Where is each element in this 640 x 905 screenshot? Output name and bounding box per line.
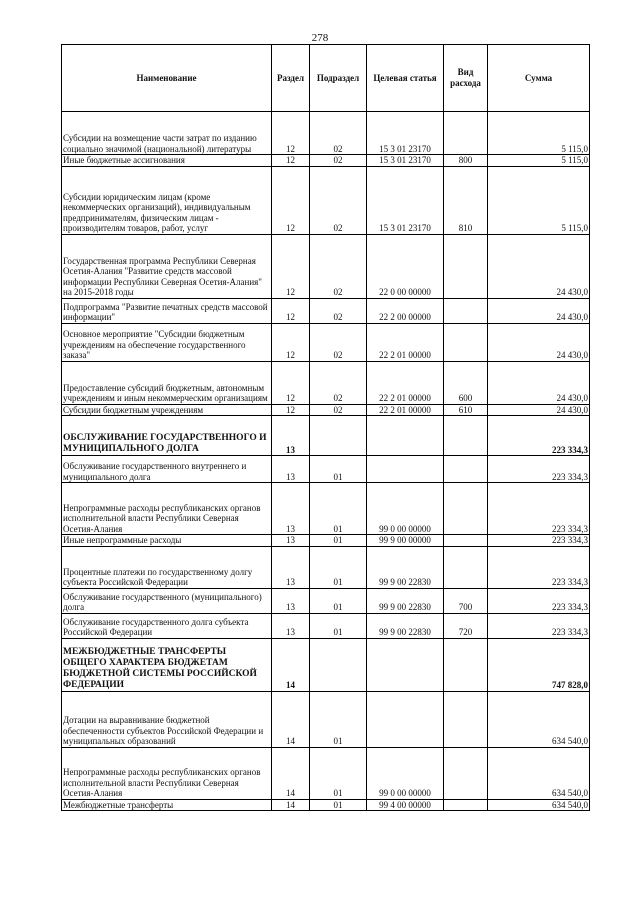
row-section: 12 [272, 112, 310, 155]
row-name: Непрограммные расходы республиканских органов исполнительной власти Республики Северная Осетия-Алания [62, 483, 272, 535]
row-name: Межбюджетные трансферты [62, 799, 272, 811]
row-section: 14 [272, 691, 310, 747]
row-section: 12 [272, 298, 310, 323]
table-row [62, 323, 590, 361]
row-kind [444, 323, 488, 361]
row-sum: 24 430,0 [488, 361, 590, 404]
table-row [62, 155, 590, 167]
table-row [62, 483, 590, 535]
row-sum: 634 540,0 [488, 691, 590, 747]
row-section: 13 [272, 613, 310, 638]
row-target: 99 9 00 22830 [367, 613, 444, 638]
row-target [367, 691, 444, 747]
table-row [62, 298, 590, 323]
row-sum: 5 115,0 [488, 112, 590, 155]
row-kind: 610 [444, 404, 488, 416]
row-subsection: 01 [310, 588, 367, 613]
row-subsection: 02 [310, 234, 367, 298]
row-subsection: 01 [310, 546, 367, 588]
row-target: 99 9 00 00000 [367, 535, 444, 547]
row-section: 12 [272, 166, 310, 234]
budget-table [61, 44, 590, 811]
row-section: 12 [272, 404, 310, 416]
row-subsection: 02 [310, 298, 367, 323]
row-subsection: 02 [310, 112, 367, 155]
row-sum: 223 334,3 [488, 588, 590, 613]
row-kind [444, 483, 488, 535]
table-row-section-total [62, 638, 590, 691]
row-sum: 223 334,3 [488, 535, 590, 547]
row-section: 14 [272, 799, 310, 811]
table-row [62, 613, 590, 638]
row-target: 22 2 01 00000 [367, 404, 444, 416]
row-sum: 223 334,3 [488, 456, 590, 483]
row-subsection: 01 [310, 799, 367, 811]
row-section: 12 [272, 323, 310, 361]
row-target: 15 3 01 23170 [367, 112, 444, 155]
table-row [62, 361, 590, 404]
row-target: 99 9 00 22830 [367, 588, 444, 613]
row-target: 99 9 00 22830 [367, 546, 444, 588]
row-section: 14 [272, 747, 310, 799]
row-subsection: 01 [310, 691, 367, 747]
row-sum: 5 115,0 [488, 155, 590, 167]
row-name: Субсидии на возмещение части затрат по изданию социально значимой (национальной) литературы [62, 112, 272, 155]
table-row [62, 112, 590, 155]
row-kind [444, 799, 488, 811]
row-target: 22 0 00 00000 [367, 234, 444, 298]
row-name: Иные бюджетные ассигнования [62, 155, 272, 167]
row-name: Подпрограмма "Развитие печатных средств массовой информации" [62, 298, 272, 323]
row-name: Субсидии бюджетным учреждениям [62, 404, 272, 416]
row-kind: 800 [444, 155, 488, 167]
table-row [62, 166, 590, 234]
row-target: 15 3 01 23170 [367, 166, 444, 234]
row-target: 99 0 00 00000 [367, 747, 444, 799]
row-target: 99 0 00 00000 [367, 483, 444, 535]
row-kind [444, 416, 488, 456]
row-section: 13 [272, 483, 310, 535]
row-kind [444, 691, 488, 747]
row-target [367, 456, 444, 483]
row-section: 13 [272, 588, 310, 613]
row-section: 13 [272, 546, 310, 588]
row-section: 12 [272, 155, 310, 167]
row-section: 13 [272, 416, 310, 456]
row-subsection: 01 [310, 535, 367, 547]
row-name: Иные непрограммные расходы [62, 535, 272, 547]
table-row [62, 799, 590, 811]
row-name: Обслуживание государственного внутреннего и муниципального долга [62, 456, 272, 483]
table-row [62, 456, 590, 483]
row-section: 13 [272, 456, 310, 483]
row-kind: 720 [444, 613, 488, 638]
row-sum: 24 430,0 [488, 298, 590, 323]
row-subsection: 02 [310, 155, 367, 167]
row-sum: 747 828,0 [488, 638, 590, 691]
row-sum: 634 540,0 [488, 747, 590, 799]
row-name: Предоставление субсидий бюджетным, автономным учреждениям и иным некоммерческим организациям [62, 361, 272, 404]
header-name: Наименование [62, 45, 272, 112]
row-kind [444, 546, 488, 588]
row-kind [444, 456, 488, 483]
row-subsection [310, 416, 367, 456]
table-row [62, 546, 590, 588]
row-subsection: 02 [310, 361, 367, 404]
row-name: ОБСЛУЖИВАНИЕ ГОСУДАРСТВЕННОГО И МУНИЦИПАЛЬНОГО ДОЛГА [62, 416, 272, 456]
header-subsection: Подраздел [310, 45, 367, 112]
table-row [62, 588, 590, 613]
row-subsection: 01 [310, 613, 367, 638]
row-sum: 24 430,0 [488, 404, 590, 416]
row-sum: 223 334,3 [488, 546, 590, 588]
table-row [62, 535, 590, 547]
row-name: Основное мероприятие "Субсидии бюджетным учреждениям на обеспечение государственного заказа" [62, 323, 272, 361]
row-kind [444, 638, 488, 691]
row-target [367, 416, 444, 456]
row-kind [444, 234, 488, 298]
row-target: 99 4 00 00000 [367, 799, 444, 811]
header-kind: Вид расхода [444, 45, 488, 112]
row-kind [444, 747, 488, 799]
table-row-section-total [62, 416, 590, 456]
header-target: Целевая статья [367, 45, 444, 112]
row-subsection: 01 [310, 483, 367, 535]
row-sum: 223 334,3 [488, 416, 590, 456]
row-name: Дотации на выравнивание бюджетной обеспеченности субъектов Российской Федерации и муниципальных образований [62, 691, 272, 747]
row-section: 12 [272, 234, 310, 298]
row-subsection: 02 [310, 404, 367, 416]
table-row [62, 747, 590, 799]
row-kind: 810 [444, 166, 488, 234]
row-section: 14 [272, 638, 310, 691]
table-row [62, 691, 590, 747]
page-number: 278 [311, 32, 329, 44]
row-subsection: 01 [310, 456, 367, 483]
row-target: 22 2 00 00000 [367, 298, 444, 323]
row-subsection [310, 638, 367, 691]
header-sum: Сумма [488, 45, 590, 112]
table-body [62, 112, 590, 811]
row-target: 22 2 01 00000 [367, 361, 444, 404]
table-row [62, 234, 590, 298]
row-section: 12 [272, 361, 310, 404]
row-target [367, 638, 444, 691]
row-name: МЕЖБЮДЖЕТНЫЕ ТРАНСФЕРТЫ ОБЩЕГО ХАРАКТЕРА БЮДЖЕТАМ БЮДЖЕТНОЙ СИСТЕМЫ РОССИЙСКОЙ ФЕДЕРАЦИИ [62, 638, 272, 691]
row-kind [444, 535, 488, 547]
row-sum: 634 540,0 [488, 799, 590, 811]
row-section: 13 [272, 535, 310, 547]
row-target: 22 2 01 00000 [367, 323, 444, 361]
row-name: Обслуживание государственного (муниципального) долга [62, 588, 272, 613]
row-sum: 5 115,0 [488, 166, 590, 234]
row-name: Процентные платежи по государственному долгу субъекта Российской Федерации [62, 546, 272, 588]
row-kind [444, 112, 488, 155]
row-name: Обслуживание государственного долга субъекта Российской Федерации [62, 613, 272, 638]
row-subsection: 02 [310, 323, 367, 361]
row-name: Непрограммные расходы республиканских органов исполнительной власти Республики Северная Осетия-Алания [62, 747, 272, 799]
row-sum: 223 334,3 [488, 483, 590, 535]
row-kind: 700 [444, 588, 488, 613]
row-kind: 600 [444, 361, 488, 404]
row-target: 15 3 01 23170 [367, 155, 444, 167]
row-sum: 223 334,3 [488, 613, 590, 638]
row-sum: 24 430,0 [488, 234, 590, 298]
row-name: Государственная программа Республики Северная Осетия-Алания "Развитие средств массовой информации Республики Северная Осетия-Алания" на 2015-2018 годы [62, 234, 272, 298]
row-sum: 24 430,0 [488, 323, 590, 361]
row-subsection: 02 [310, 166, 367, 234]
header-section: Раздел [272, 45, 310, 112]
table-row [62, 404, 590, 416]
row-subsection: 01 [310, 747, 367, 799]
table-header-row [62, 45, 590, 112]
row-name: Субсидии юридическим лицам (кроме некоммерческих организаций), индивидуальным предпринимателям, физическим лицам - производителям товаров, работ, услуг [62, 166, 272, 234]
row-kind [444, 298, 488, 323]
